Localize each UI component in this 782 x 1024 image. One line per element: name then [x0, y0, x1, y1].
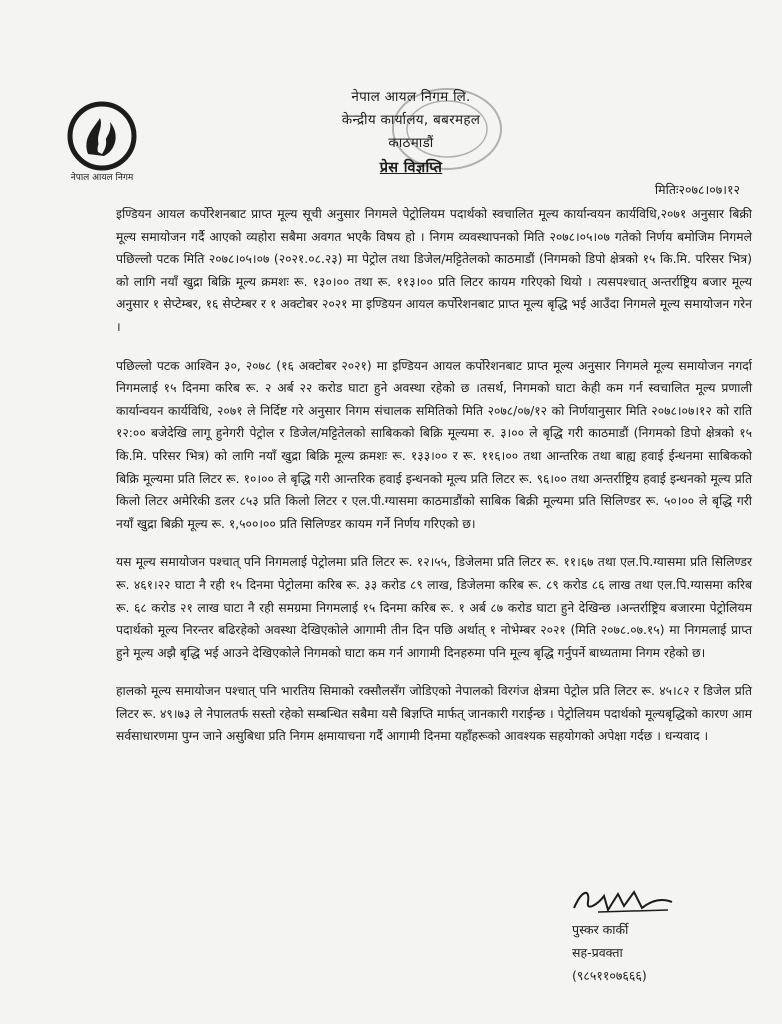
svg-text:नेपाल आयल निगम: नेपाल आयल निगम [70, 173, 134, 182]
letterhead [0, 86, 782, 180]
document-title: प्रेस विज्ञप्ति [379, 160, 443, 176]
org-name: नेपाल आयल निगम लि. [351, 89, 471, 105]
document-body [116, 203, 752, 764]
paragraph-2: पछिल्लो पटक आश्विन ३०, २०७८ (१६ अक्टोबर २०२१) मा इण्डियन आयल कर्पोरेशनबाट प्राप्त मूल्य अनुसार निगमले मूल्य समायोजन नगर्दा निगमलाई १५ दिनमा करिब रू. २ अर्ब २२ करोड घाटा हुने अवस्था रहेको छ ।तसर्थ, निगमको घाटा केही कम गर्न स्वचालित मूल्य प्रणाली कार्यान्वयन कार्यविधि, २०७१ ले निर्दिष्ट गरे अनुसार निगम संचालक समितिको मिति २०७८/०७/१२ को निर्णयानुसार मिति २०७८।०७।१२ को राति १२:०० बजेदेखि लागू हुनेगरी पेट्रोल र डिजेल/मट्टितेलको साबिकको बिक्रि मूल्यमा रु. ३।०० ले बृद्धि गरी काठमाडौं (निगमको डिपो क्षेत्रको १५ कि.मि. परिसर भित्र) को लागि नयाँ खुद्रा बिक्रि मूल्य क्रमशः रू. १३३।०० र रू. ११६।०० तथा आन्तरिक तथा बाह्य हवाई ईन्धनमा साबिकको बिक्रि मूल्यमा प्रति लिटर रू. १०।०० ले बृद्धि गरी आन्तरिक हवाई इन्धनको मूल्य प्रति लिटर रू. ९६।०० तथा अन्तर्राष्ट्रिय हवाई इन्धनको मूल्य प्रति किलो लिटर अमेरिकी डलर ८५३ प्रति किलो लिटर र एल.पी.ग्यासमा काठमाडौंको साबिक बिक्री मूल्यमा प्रति सिलिण्डर रू. ५०।०० ले बृद्धि गरी नयाँ खुद्रा बिक्री मूल्य रू. १,५००।०० प्रति सिलिण्डर कायम गर्ने निर्णय गरिएको छ। [116, 358, 752, 531]
signature [568, 882, 678, 920]
signatory-name: पुस्कर कार्की [572, 922, 629, 937]
signatory-block [572, 918, 647, 987]
signatory-phone: (९८५११०७६६६) [572, 968, 647, 983]
paragraph-4: हालको मूल्य समायोजन पश्चात् पनि भारतिय सिमाको रक्सौलसँग जोडिएको नेपालको विरगंज क्षेत्रमा पेट्रोल प्रति लिटर रू. ४५।८२ र डिजेल प्रति लिटर रू. ४९।७३ ले नेपालतर्फ सस्तो रहेको सम्बन्धित सबैमा यसै बिज्ञप्ति मार्फत् जानकारी गराईन्छ । पेट्रोलियम पदार्थको मूल्यबृद्धिको कारण आम सर्वसाधारणमा पुग्न जाने असुबिधा प्रति निगम क्षमायाचना गर्दै आगामी दिनमा यहाँहरूको आवश्यक सहयोगको अपेक्षा गर्दछ । धन्यवाद । [116, 684, 753, 744]
city: काठमाडौं [388, 135, 434, 151]
paragraph-1: इण्डियन आयल कर्पोरेशनबाट प्राप्त मूल्य सूची अनुसार निगमले पेट्रोलियम पदार्थको स्वचालित मूल्य कार्यान्वयन कार्यविधि,२०७१ अनुसार बिक्री मूल्य समायोजन गर्दै आएको व्यहोरा सबैमा अवगत भएकै विषय हो । निगम व्यवस्थापनको मिति २०७८।०५।०७ गतेको निर्णय बमोजिम निगमले पछिल्लो पटक मिति २०७८।०५।०७ (२०२१.०८.२३) मा पेट्रोल तथा डिजेल/मट्टितेलको काठमाडौं (निगमको डिपो क्षेत्रको १५ कि.मि. परिसर भित्र) को लागि नयाँ खुद्रा बिक्रि मूल्य क्रमशः रू. १३०।०० तथा रू. ११३।०० प्रति लिटर कायम गरिएको थियो । त्यसपश्चात् अन्तर्राष्ट्रिय बजार मूल्य अनुसार १ सेप्टेम्बर, १६ सेप्टेम्बर र १ अक्टोबर २०२१ मा इण्डियन आयल कर्पोरेशनबाट प्राप्त मूल्य बृद्धि भई आउँदा निगमले मूल्य समायोजन गरेन । [116, 207, 752, 334]
document-date: मितिः२०७८।०७।१२ [654, 182, 740, 197]
paragraph-3: यस मूल्य समायोजन पश्चात् पनि निगमलाई पेट्रोलमा प्रति लिटर रू. १२।५५, डिजेलमा प्रति लिटर रू. ११।६७ तथा एल.पि.ग्यासमा प्रति सिलिण्डर रू. ४६१।२२ घाटा नै रही १५ दिनमा पेट्रोलमा करिब रू. ३३ करोड ८९ लाख, डिजेलमा करिब रू. ८९ करोड ८६ लाख तथा एल.पि.ग्यासमा करिब रू. ६८ करोड २१ लाख घाटा नै रही समग्रमा निगमलाई १५ दिनमा करिब रू. १ अर्ब ८७ करोड घाटा हुने देखिन्छ ।अन्तर्राष्ट्रिय बजारमा पेट्रोलियम पदार्थको मूल्य निरन्तर बढिरहेको अवस्था देखिएकोले आगामी तीन दिन पछि अर्थात् १ नोभेम्बर २०२१ (मिति २०७८.०७.१५) मा निगमलाई प्राप्त हुने मूल्य अझै बृद्धि भई आउने देखिएकोले निगमको घाटा कम गर्न आगामी दिनहरुमा पनि मूल्य बृद्धि गर्नुपर्ने बाध्यतामा निगम रहेको छ। [116, 555, 752, 660]
signatory-title: सह-प्रवक्ता [572, 945, 623, 960]
office-address: केन्द्रीय कार्यालय, बबरमहल [341, 112, 481, 128]
